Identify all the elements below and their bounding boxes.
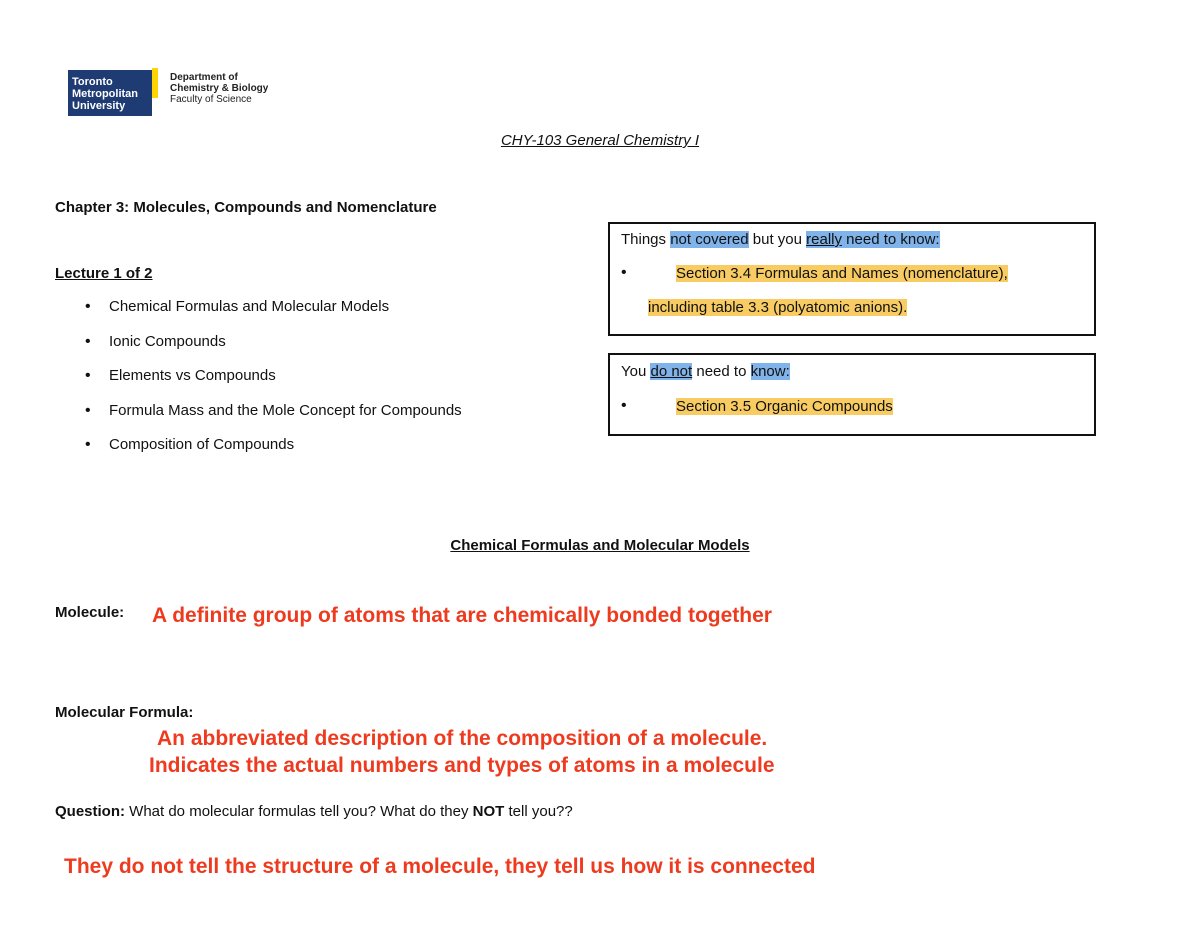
logo-department bbox=[170, 72, 268, 105]
highlight-really: really bbox=[806, 231, 842, 248]
logo-name-line: Toronto bbox=[72, 76, 113, 88]
logo-faculty-line: Faculty of Science bbox=[170, 94, 252, 105]
do-not-need-intro bbox=[621, 363, 790, 380]
list-item: • Composition of Compounds bbox=[85, 436, 462, 471]
list-item: • Chemical Formulas and Molecular Models bbox=[85, 298, 462, 333]
highlight-section-3-5: Section 3.5 Organic Compounds bbox=[676, 398, 893, 415]
lecture-heading: Lecture 1 of 2 bbox=[55, 265, 153, 282]
molecular-formula-label: Molecular Formula: bbox=[55, 704, 194, 721]
highlight-section-3-4: Section 3.4 Formulas and Names (nomenclature), bbox=[676, 265, 1008, 282]
chapter-heading: Chapter 3: Molecules, Compounds and Nomenclature bbox=[55, 199, 437, 216]
logo-university-name bbox=[72, 76, 138, 112]
intro-text: You bbox=[621, 363, 651, 380]
need-to-know-intro bbox=[621, 231, 940, 248]
list-item: • Formula Mass and the Mole Concept for Compounds bbox=[85, 402, 462, 437]
logo-dept-line: Department of bbox=[170, 72, 238, 83]
question-line bbox=[55, 803, 573, 820]
bullet-icon: • bbox=[621, 264, 627, 281]
question-not: NOT bbox=[472, 803, 505, 820]
list-item: • Elements vs Compounds bbox=[85, 367, 462, 402]
need-item-line-2 bbox=[648, 299, 907, 316]
highlight-table-3-3: including table 3.3 (polyatomic anions). bbox=[648, 299, 908, 316]
molecule-label: Molecule: bbox=[55, 604, 125, 621]
logo-accent bbox=[152, 68, 158, 98]
question-label: Question: bbox=[55, 803, 125, 820]
intro-text: Things bbox=[621, 231, 671, 248]
bullet-icon: • bbox=[621, 397, 627, 414]
university-logo bbox=[68, 68, 278, 118]
highlight-know: know: bbox=[750, 363, 790, 380]
question-text: What do molecular formulas tell you? What do they bbox=[125, 803, 473, 820]
molecular-formula-answer-1: An abbreviated description of the composition of a molecule. bbox=[157, 727, 768, 750]
topic-list bbox=[85, 298, 462, 471]
logo-name-line: University bbox=[72, 100, 126, 112]
molecule-answer: A definite group of atoms that are chemically bonded together bbox=[152, 604, 772, 627]
need-to-know-box bbox=[608, 222, 1096, 336]
logo-dept-line: Chemistry & Biology bbox=[170, 83, 269, 94]
highlight-need-to-know: need to know: bbox=[842, 231, 940, 248]
do-not-need-box bbox=[608, 353, 1096, 436]
course-title: CHY-103 General Chemistry I bbox=[500, 132, 700, 149]
question-text: tell you?? bbox=[504, 803, 573, 820]
intro-text: but you bbox=[748, 231, 807, 248]
highlight-not-covered: not covered bbox=[670, 231, 749, 248]
question-answer: They do not tell the structure of a molecule, they tell us how it is connected bbox=[64, 855, 816, 878]
list-item: • Ionic Compounds bbox=[85, 333, 462, 368]
highlight-do-not: do not bbox=[650, 363, 693, 380]
intro-text: need to bbox=[692, 363, 751, 380]
need-item-line-1 bbox=[676, 265, 1008, 282]
logo-name-line: Metropolitan bbox=[72, 88, 138, 100]
section-heading: Chemical Formulas and Molecular Models bbox=[450, 537, 750, 554]
skip-item-line bbox=[676, 398, 893, 415]
molecular-formula-answer-2: Indicates the actual numbers and types of atoms in a molecule bbox=[149, 754, 775, 777]
logo-block bbox=[68, 70, 152, 116]
